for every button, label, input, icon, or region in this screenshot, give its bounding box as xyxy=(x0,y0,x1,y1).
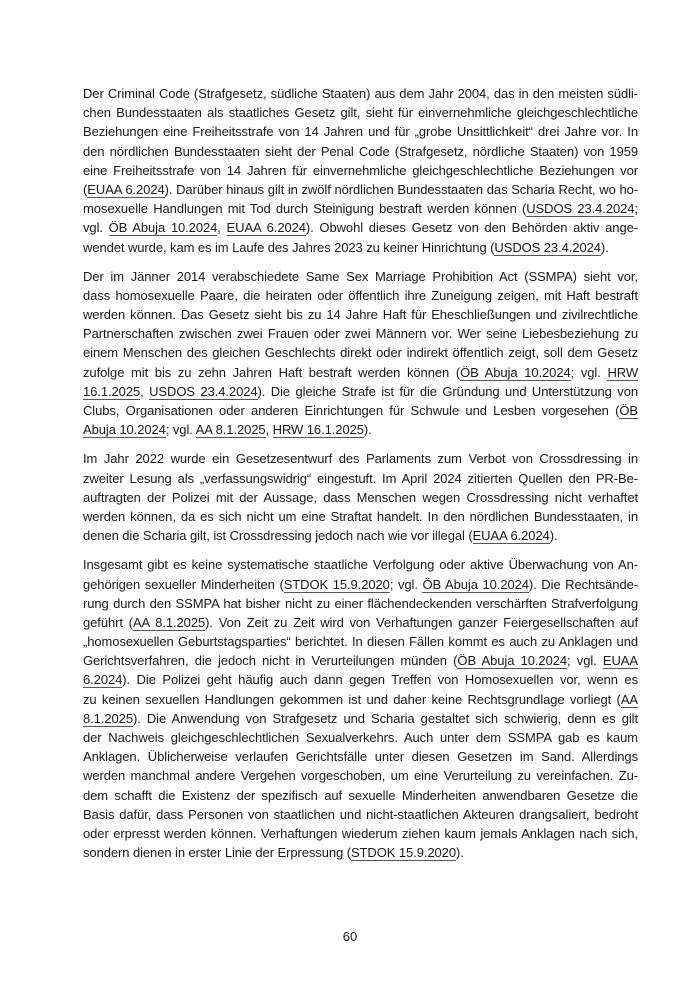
text-segment: den nördlichen Bundesstaaten sieht der Penal Code (Strafgesetz, nördliche Staaten) von 1959 xyxy=(83,143,638,159)
text-segment: gehörigen sexueller Minderheiten ( xyxy=(83,576,284,592)
text-line xyxy=(83,267,638,286)
text-line xyxy=(83,728,638,747)
text-segment: Anklagen. Üblicherweise verlaufen Gerichtsfälle unter diesen Gesetzen im Sand. Allerdings xyxy=(83,749,638,765)
text-segment: werden können, da es sich nicht um eine Straftat handelt. In den nördlichen Bundesstaaten, in xyxy=(83,508,638,524)
text-line xyxy=(83,103,638,122)
paragraph xyxy=(83,555,638,862)
text-line xyxy=(83,507,638,526)
paragraph xyxy=(83,84,638,257)
text-segment: , xyxy=(140,383,150,399)
citation-link[interactable]: EUAA 6.2024 xyxy=(226,220,306,236)
text-segment: rung durch den SSMPA hat bisher nicht zu einer flächendeckenden verschärften Strafverfolgung xyxy=(83,595,638,611)
text-segment: ). xyxy=(455,845,464,861)
citation-link[interactable]: ÖB Abuja 10.2024 xyxy=(460,364,571,380)
citation-link[interactable]: 8.1.2025 xyxy=(83,710,133,726)
text-segment: dem schafft die Existenz der spezifisch auf sexuelle Minderheiten anwendbaren Gesetze die xyxy=(83,787,638,803)
citation-link[interactable]: 6.2024 xyxy=(83,672,123,688)
text-line xyxy=(83,218,638,237)
text-segment: ; vgl. xyxy=(165,422,196,438)
text-line xyxy=(83,449,638,468)
text-segment: einem Menschen des gleichen Geschlechts direkt oder indirekt öffentlich zeigt, soll dem Gesetz xyxy=(83,345,638,361)
citation-link[interactable]: STDOK 15.9.2020 xyxy=(350,845,456,861)
text-line xyxy=(83,122,638,141)
citation-link[interactable]: EUAA 6.2024 xyxy=(472,528,550,544)
text-line xyxy=(83,843,638,862)
text-line xyxy=(83,613,638,632)
text-line xyxy=(83,161,638,180)
text-line xyxy=(83,343,638,362)
text-segment: mosexuelle Handlungen mit Tod durch Steinigung bestraft werden können ( xyxy=(83,201,527,217)
citation-link[interactable]: AA 8.1.2025 xyxy=(195,422,266,438)
text-segment: dass homosexuelle Paare, die heiraten oder öffentlich ihre Zuneigung zeigen, mit Haft bestraft xyxy=(83,287,638,303)
text-segment: ; xyxy=(634,201,638,217)
text-segment: ). Die Anwendung von Strafgesetz und Scharia gestaltet sich schwierig, denn es gilt xyxy=(132,710,638,726)
text-line xyxy=(83,469,638,488)
text-segment: sondern dienen in erster Linie der Erpressung ( xyxy=(83,845,351,861)
text-segment: ). Von Zeit zu Zeit wird von Verhaftungen ganzer Feiergesellschaften auf xyxy=(205,614,638,630)
citation-link[interactable]: ÖB Abuja 10.2024 xyxy=(457,653,568,669)
citation-link[interactable]: ÖB Abuja 10.2024 xyxy=(108,220,218,236)
text-segment: Der im Jänner 2014 verabschiedete Same Sex Marriage Prohibition Act (SSMPA) sieht vor, xyxy=(83,268,638,284)
document-body xyxy=(83,84,638,872)
text-line xyxy=(83,324,638,343)
text-segment: Partnerschaften zwischen zwei Frauen oder zwei Männern vor. Wer seine Liebesbeziehung zu xyxy=(83,326,638,342)
text-line xyxy=(83,594,638,613)
text-segment: ). Darüber hinaus gilt in zwölf nördlichen Bundesstaaten das Scharia Recht, wo ho- xyxy=(164,181,638,197)
text-line xyxy=(83,747,638,766)
text-segment: zweiter Lesung als „verfassungswidrig“ eingestuft. Im April 2024 zitierten Quellen den PR-Be- xyxy=(83,470,638,486)
text-line xyxy=(83,199,638,218)
text-segment: eine Freiheitsstrafe von 14 Jahren für einvernehmliche gleichgeschlechtliche Beziehungen vor xyxy=(83,162,638,178)
citation-link[interactable]: EUAA 6.2024 xyxy=(87,181,165,197)
text-segment: zu keinen sexuellen Handlungen gekommen ist und daher keine Rechtsgrundlage vorliegt ( xyxy=(83,691,621,707)
text-segment: Im Jahr 2022 wurde ein Gesetzesentwurf des Parlaments zum Verbot von Crossdressing in xyxy=(83,451,638,467)
citation-link[interactable]: AA 8.1.2025 xyxy=(132,614,206,630)
text-segment: vgl. xyxy=(83,220,109,236)
text-line xyxy=(83,824,638,843)
text-line xyxy=(83,632,638,651)
text-segment: Clubs, Organisationen oder anderen Einrichtungen für Schwule und Lesben vorgesehen ( xyxy=(83,403,620,418)
paragraph xyxy=(83,449,638,545)
text-line xyxy=(83,488,638,507)
citation-link[interactable]: STDOK 15.9.2020 xyxy=(283,576,390,592)
text-segment: , xyxy=(217,220,227,236)
text-line xyxy=(83,305,638,324)
text-segment: ). xyxy=(549,528,558,544)
text-segment: zufolge mit bis zu zehn Jahren Haft bestraft werden können ( xyxy=(83,364,461,380)
text-segment: ). Die Rechtsände- xyxy=(528,576,638,592)
paragraph xyxy=(83,267,638,440)
text-segment: ). xyxy=(363,422,372,438)
text-segment: chen Bundesstaaten als staatliches Gesetz gilt, sieht für einvernehmliche gleichgeschlechtliche xyxy=(83,105,638,121)
page-number: 60 xyxy=(342,929,358,944)
text-line xyxy=(83,420,638,439)
text-segment: Insgesamt gibt es keine systematische staatliche Verfolgung oder aktive Überwachung von An- xyxy=(83,557,638,573)
text-line xyxy=(83,690,638,709)
text-segment: Basis dafür, dass Personen von staatlichen und nicht-staatlichen Akteuren drangsaliert, bedroht xyxy=(83,806,638,822)
text-segment: denen die Scharia gilt, ist Crossdressing jedoch nach wie vor illegal ( xyxy=(83,528,473,544)
citation-link[interactable]: ÖB Abuja 10.2024 xyxy=(422,576,529,592)
text-segment: ). Die Polizei geht häufig auch dann gegen Treffen von Homosexuellen vor, wenn es xyxy=(122,672,638,688)
text-line xyxy=(83,180,638,199)
text-line xyxy=(83,670,638,689)
text-line xyxy=(83,555,638,574)
citation-link[interactable]: EUAA xyxy=(602,653,638,669)
text-line xyxy=(83,84,638,103)
text-segment: ; vgl. xyxy=(389,576,423,592)
text-segment: ( xyxy=(83,181,88,197)
text-line xyxy=(83,766,638,785)
text-line xyxy=(83,238,638,257)
text-line xyxy=(83,786,638,805)
text-line xyxy=(83,526,638,545)
text-segment: ; vgl. xyxy=(570,364,608,380)
text-segment: Der Criminal Code (Strafgesetz, südliche Staaten) aus dem Jahr 2004, das in den meisten südli- xyxy=(83,86,638,101)
text-segment: Gerichtsverfahren, die jedoch nicht in Verurteilungen münden ( xyxy=(83,653,458,669)
text-segment: auftragten der Polizei mit der Aussage, dass Menschen wegen Crossdressing nicht verhaftet xyxy=(83,489,638,505)
citation-link[interactable]: Abuja 10.2024 xyxy=(83,422,166,438)
citation-link[interactable]: HRW xyxy=(607,364,638,380)
text-segment: ). xyxy=(600,239,609,255)
text-segment: der Nachweis gleichgeschlechtlichen Sexualverkehrs. Auch unter dem SSMPA gab es kaum xyxy=(83,730,638,745)
text-segment: werden können. Das Gesetz sieht bis zu 14 Jahre Haft für Eheschließungen und zivilrechtliche xyxy=(83,307,638,323)
text-segment: ). Obwohl dieses Gesetz von den Behörden aktiv ange- xyxy=(305,220,638,236)
citation-link[interactable]: USDOS 23.4.2024 xyxy=(494,239,601,255)
citation-link[interactable]: ÖB xyxy=(619,403,638,418)
text-segment: , xyxy=(265,422,273,438)
text-segment: werden manchmal andere Vergehen vorgeschoben, um eine Verurteilung zu vereinfachen. Zu- xyxy=(83,768,638,784)
citation-link[interactable]: USDOS 23.4.2024 xyxy=(526,201,635,217)
text-segment: wendet wurde, kam es im Laufe des Jahres 2023 zu keiner Hinrichtung ( xyxy=(83,239,495,255)
text-segment: oder erpresst werden können. Verhaftungen wiederum ziehen kaum jemals Anklagen nach sich, xyxy=(83,825,638,841)
text-line xyxy=(83,401,638,420)
text-line xyxy=(83,651,638,670)
citation-link[interactable]: 16.1.2025 xyxy=(83,383,141,399)
text-segment: ). Die gleiche Strafe ist für die Gründung und Unterstützung von xyxy=(257,383,638,399)
text-line xyxy=(83,382,638,401)
citation-link[interactable]: USDOS 23.4.2024 xyxy=(149,383,258,399)
text-line xyxy=(83,286,638,305)
text-segment: „homosexuellen Geburtstagsparties“ berichtet. In diesen Fällen kommt es auch zu Anklagen und xyxy=(83,634,638,650)
text-line xyxy=(83,142,638,161)
text-segment: geführt ( xyxy=(83,614,133,630)
text-line xyxy=(83,709,638,728)
citation-link[interactable]: AA xyxy=(620,691,638,707)
text-line xyxy=(83,363,638,382)
text-line xyxy=(83,805,638,824)
text-segment: Beziehungen eine Freiheitsstrafe von 14 Jahren und für „grobe Unsittlichkeit“ drei Jahre vor. In xyxy=(83,124,638,140)
text-segment: ; vgl. xyxy=(567,653,603,669)
citation-link[interactable]: HRW 16.1.2025 xyxy=(272,422,364,438)
text-line xyxy=(83,575,638,594)
